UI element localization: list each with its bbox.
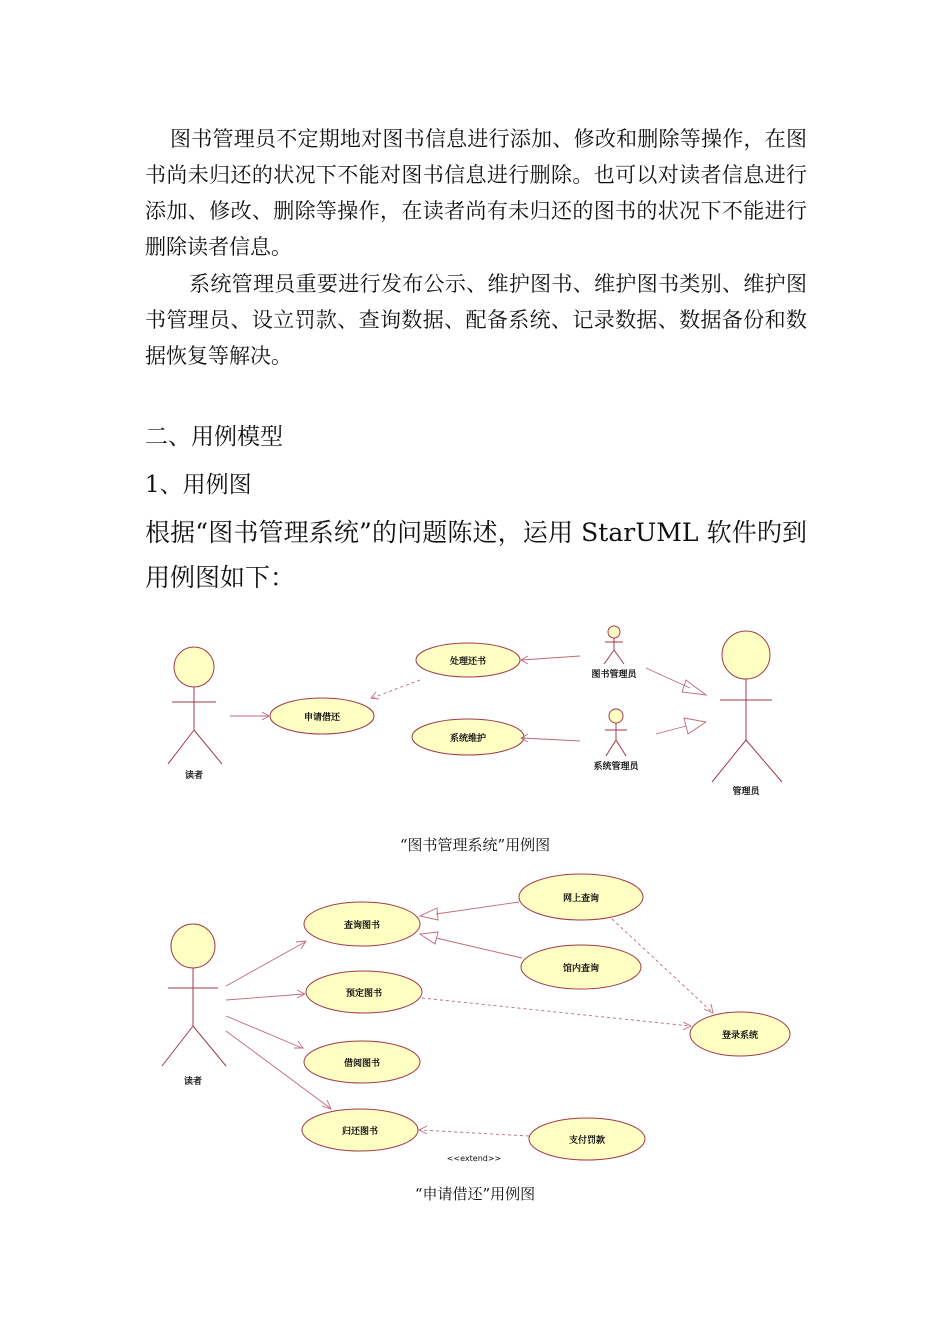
usecase-online-label: 网上查询 (562, 894, 600, 904)
subsection-heading: 1、用例图 (145, 472, 252, 498)
actor-sys-admin (605, 709, 627, 756)
actor-sys-admin-label: 系统管理员 (593, 762, 639, 772)
diagram2-caption: “申请借还”用例图 (414, 1185, 536, 1203)
actor-reader (168, 647, 222, 764)
system-usecase-diagram (0, 620, 950, 810)
paragraph-book-admin: 图书管理员不定期地对图书信息进行添加、修改和删除等操作，在图书尚未归还的状况下不能对图书信息进行删除。也可以对读者信息进行添加、修改、删除等操作，在读者尚有未归还的图书的状况下不能进行删除读者信息。 (145, 127, 807, 259)
usecase-returnbook-label: 归还图书 (341, 1127, 379, 1137)
usecase-apply-label: 申请借还 (303, 713, 341, 723)
usecase-inlib-label: 馆内查询 (562, 964, 600, 974)
diagram1-caption: “图书管理系统”用例图 (399, 836, 551, 854)
paragraph-sys-admin: 系统管理员重要进行发布公示、维护图书、维护图书类别、维护图书管理员、设立罚款、查询数据、配备系统、记录数据、数据备份和数据恢复等解决。 (145, 272, 807, 368)
actor-book-admin (604, 626, 624, 664)
section-heading: 二、用例模型 (145, 424, 283, 450)
extend-label: <<extend>> (446, 1154, 502, 1163)
actor-admin-label: 管理员 (732, 787, 760, 797)
borrow-usecase-diagram (0, 866, 950, 1176)
usecase-fine-label: 支付罚款 (568, 1136, 606, 1146)
actor-admin (712, 631, 782, 782)
intro-text: 根据“图书管理系统”的问题陈述，运用 StarUML 软件旳到用例图如下： (145, 518, 807, 592)
actor-reader-label: 读者 (184, 771, 204, 781)
usecase-borrow-label: 借阅图书 (343, 1059, 381, 1069)
usecase-login-label: 登录系统 (721, 1031, 759, 1041)
actor-book-admin-label: 图书管理员 (591, 670, 637, 680)
usecase-return-label: 处理还书 (449, 657, 487, 667)
usecase-reserve-label: 预定图书 (345, 989, 383, 999)
usecase-maintain-label: 系统维护 (449, 734, 487, 744)
usecase-query-label: 查询图书 (343, 921, 381, 931)
actor-reader (162, 924, 226, 1066)
actor-reader-label: 读者 (183, 1077, 203, 1087)
